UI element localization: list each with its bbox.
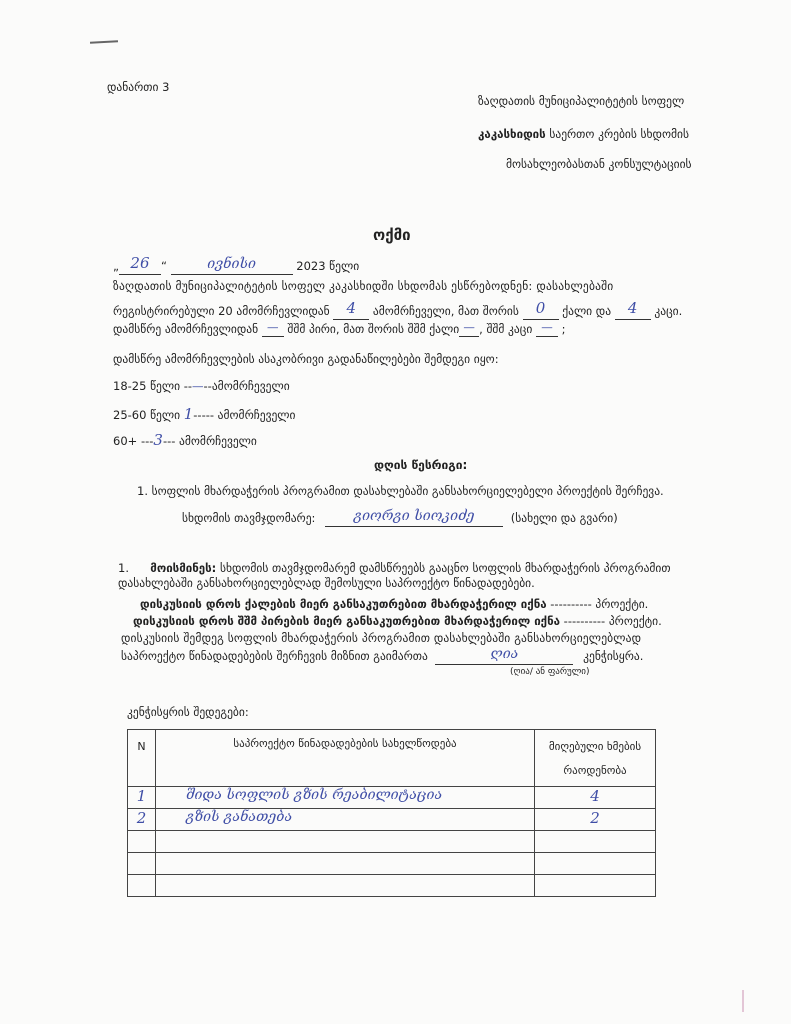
chair-field xyxy=(325,510,503,527)
date-month-field xyxy=(171,258,293,275)
header-line-1: ზაღდათის მუნიციპალიტეტის სოფელ xyxy=(478,94,685,108)
col-votes-header-2: რაოდენობა xyxy=(563,764,627,777)
heard-num: 1. xyxy=(118,561,129,575)
vote-type-field xyxy=(435,648,573,665)
age-value-2: 1 xyxy=(183,405,194,423)
row-1-n: 1 xyxy=(128,787,156,809)
annex-label: დანართი 3 xyxy=(107,80,170,94)
age-intro: დამსწრე ამომრჩევლების ასაკობრივი გადანაწილებები შემდეგი იყო: xyxy=(113,352,499,366)
age-dashes-3b: --- xyxy=(162,434,180,448)
chair-line xyxy=(182,510,618,527)
age-value-1: — xyxy=(192,379,204,393)
row-2-votes: 2 xyxy=(535,809,656,831)
empty-cell xyxy=(535,831,656,853)
chair-name: გიორგი სიოკიძე xyxy=(353,508,475,524)
date-day: 26 xyxy=(130,254,150,272)
age-label-2: 25-60 წელი xyxy=(113,408,181,422)
empty-cell xyxy=(156,875,535,897)
empty-cell xyxy=(535,853,656,875)
pwd-men-count: — xyxy=(541,320,553,334)
women-count: 0 xyxy=(535,299,546,317)
age-dashes-1: -- xyxy=(183,379,193,393)
results-heading: კენჭისყრის შედეგები: xyxy=(127,705,249,719)
pwd-support-end: პროექტი. xyxy=(608,614,662,628)
table-row xyxy=(128,809,656,831)
table-row xyxy=(128,853,656,875)
pwd-support-line xyxy=(133,614,662,628)
col-votes-header-1: მიღებული ხმების xyxy=(548,740,642,753)
age-dashes-2: ----- xyxy=(193,408,218,422)
intro-line-1: ზაღდათის მუნიციპალიტეტის სოფელ კაკასხიდში სხდომას ესწრებოდნენ: დასახლებაში xyxy=(113,279,614,293)
pwd-men-text: , შშმ კაცი xyxy=(479,322,533,336)
date-line xyxy=(113,256,359,275)
date-open-quote: „ xyxy=(113,259,119,273)
results-table xyxy=(127,729,656,897)
women-support-blank: ---------- xyxy=(550,597,592,611)
pwd-count: — xyxy=(267,320,279,334)
age-suffix-2: ამომრჩეველი xyxy=(217,408,296,422)
col-n-header: N xyxy=(128,730,156,787)
voters-among-text: ამომრჩეველი, მათ შორის xyxy=(372,304,519,318)
header-line-3: მოსახლეობასთან კონსულტაციის xyxy=(506,157,692,171)
date-year: 2023 წელი xyxy=(296,259,360,273)
men-field xyxy=(615,301,651,320)
chair-label: სხდომის თავმჯდომარე: xyxy=(182,511,316,525)
col-name-header: საპროექტო წინადადებების სახელწოდება xyxy=(156,730,535,787)
pwd-women-field xyxy=(459,322,479,337)
pwd-field xyxy=(262,322,284,337)
age-row-2 xyxy=(113,405,296,423)
scan-mark xyxy=(742,990,744,1012)
women-support-text: დისკუსიის დროს ქალების მიერ განსაკუთრებით მხარდაჭერილ იქნა xyxy=(140,597,547,611)
row-2-n: 2 xyxy=(128,809,156,831)
age-dashes-1b: -- xyxy=(203,379,212,393)
table-header-row xyxy=(128,730,656,787)
age-row-3 xyxy=(113,431,257,449)
after-line-1: დისკუსიის შემდეგ სოფლის მხარდაჭერის პროგრამით დასახლებაში განსახორციელებლად xyxy=(121,631,642,645)
vote-type-hint: (ღია/ ან ფარული) xyxy=(510,667,590,677)
date-month: ივნისი xyxy=(207,256,256,272)
women-field xyxy=(523,301,559,320)
after-end: კენჭისყრა. xyxy=(583,649,644,663)
empty-cell xyxy=(156,831,535,853)
chair-hint: (სახელი და გვარი) xyxy=(510,511,618,525)
pwd-men-field xyxy=(536,322,558,337)
empty-cell xyxy=(156,853,535,875)
pwd-support-blank: ---------- xyxy=(563,614,606,628)
pwd-women-text: შშმ პირი, მათ შორის შშმ ქალი xyxy=(287,322,460,336)
age-label-3: 60+ xyxy=(113,434,138,448)
pwd-end: ; xyxy=(561,322,566,336)
agenda-item: 1. სოფლის მხარდაჭერის პროგრამით დასახლებაში განსახორციელებელი პროექტის შერჩევა. xyxy=(137,484,664,498)
heard-label: მოისმინეს: xyxy=(150,561,217,575)
date-close-quote: “ xyxy=(160,259,167,273)
empty-cell xyxy=(535,875,656,897)
women-support-end: პროექტი. xyxy=(595,597,649,611)
intro-line-2 xyxy=(113,301,682,320)
after-text: საპროექტო წინადადებების შერჩევის მიზნით გაიმართა xyxy=(121,649,428,663)
men-count: 4 xyxy=(627,299,638,317)
row-1-votes: 4 xyxy=(535,787,656,809)
empty-cell xyxy=(128,831,156,853)
women-and-text: ქალი და xyxy=(562,304,612,318)
after-line-2 xyxy=(121,648,643,665)
agenda-heading: დღის წესრიგი: xyxy=(374,458,468,472)
header-line-2-rest: საერთო კრების სხდომის xyxy=(545,127,689,141)
intro-line-3 xyxy=(113,322,565,337)
table-row xyxy=(128,875,656,897)
vote-type: ღია xyxy=(490,646,519,662)
empty-cell xyxy=(128,875,156,897)
pwd-women-count: — xyxy=(463,320,475,334)
table-row xyxy=(128,831,656,853)
date-day-field xyxy=(119,256,161,275)
header-line-2 xyxy=(478,127,689,141)
heard-line-2: დასახლებაში განსახორციელებლად შემოსული საპროექტო წინადადებები. xyxy=(118,576,535,590)
page-title: ოქმი xyxy=(373,226,411,244)
age-suffix-1: ამომრჩეველი xyxy=(211,379,290,393)
table-row xyxy=(128,787,656,809)
attendees-field xyxy=(333,301,369,320)
heard-line-1 xyxy=(118,561,671,575)
men-text: კაცი. xyxy=(654,304,683,318)
col-votes-header xyxy=(535,730,656,787)
age-suffix-3: ამომრჩეველი xyxy=(179,434,257,448)
stray-mark xyxy=(90,40,118,43)
row-1-name: შიდა სოფლის გზის რეაბილიტაცია xyxy=(156,787,535,809)
heard-text-1: სხდომის თავმჯდომარემ დამსწრეებს გააცნო სოფლის მხარდაჭერის პროგრამით xyxy=(219,561,671,575)
pwd-support-text: დისკუსიის დროს შშმ პირების მიერ განსაკუთრებით მხარდაჭერილ იქნა xyxy=(133,614,561,628)
age-dashes-3: --- xyxy=(140,434,154,448)
empty-cell xyxy=(128,853,156,875)
village-name: კაკასხიდის xyxy=(478,127,546,141)
age-row-1 xyxy=(113,379,290,393)
age-label-1: 18-25 წელი xyxy=(113,379,181,393)
age-value-3: 3 xyxy=(153,431,163,449)
row-2-name: გზის განათება xyxy=(156,809,535,831)
registered-text: რეგისტრირებული 20 ამომრჩევლიდან xyxy=(113,304,330,318)
pwd-intro-text: დამსწრე ამომრჩევლიდან xyxy=(113,322,259,336)
women-support-line xyxy=(140,597,648,611)
attendees-count: 4 xyxy=(346,299,357,317)
